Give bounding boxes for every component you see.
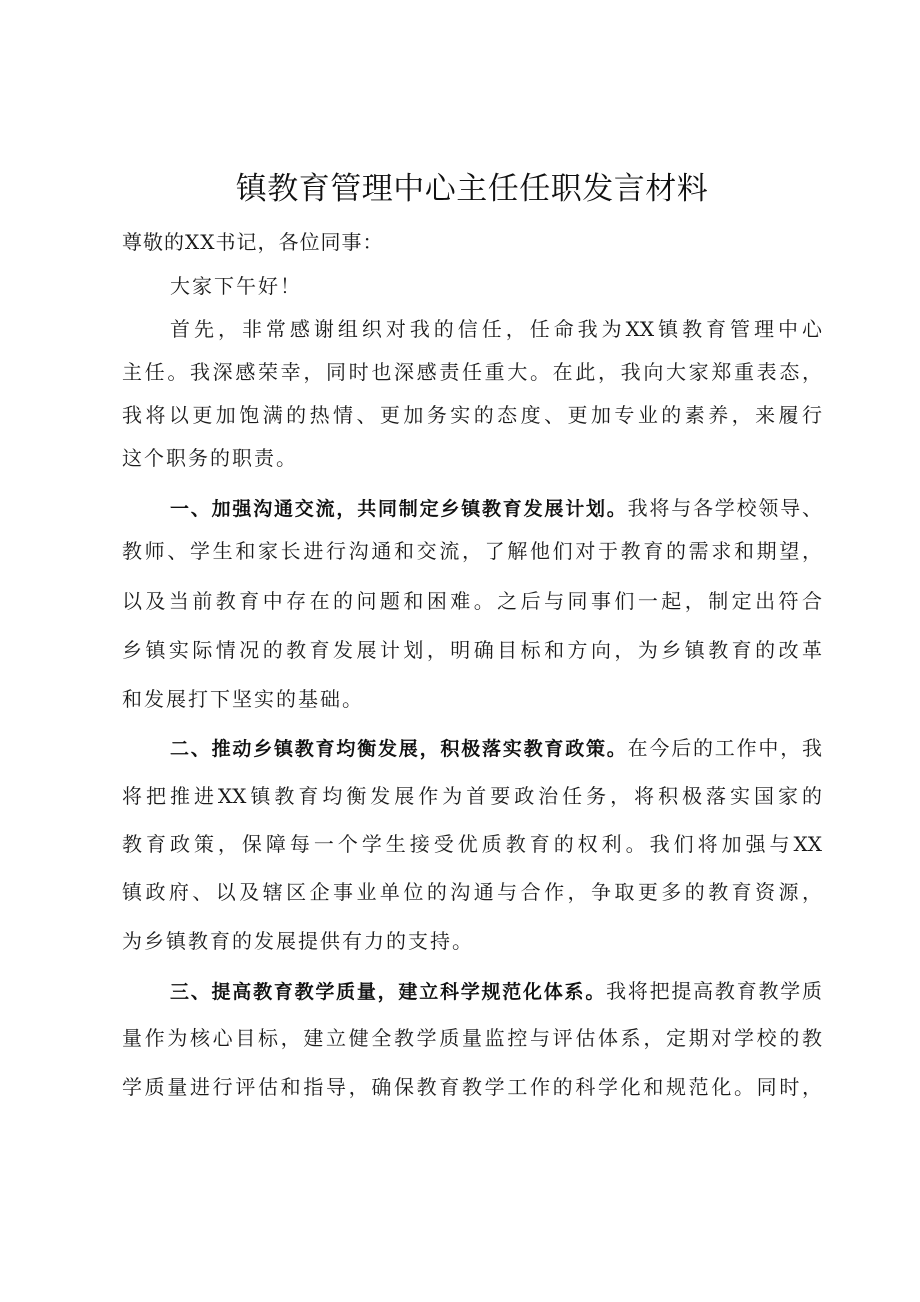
section-2-line: 将把推进XX镇教育均衡发展作为首要政治任务，将积极落实国家的: [122, 784, 822, 808]
section-2-first-line: [170, 732, 822, 765]
document-title: 镇教育管理中心主任任职发言材料: [235, 171, 709, 207]
section-1-line: 以及当前教育中存在的问题和困难。之后与同事们一起，制定出符合: [122, 589, 822, 613]
section-2-first-text: 在今后的工作中，我: [627, 736, 822, 760]
intro-line: 这个职务的职责。: [122, 446, 298, 470]
section-1-line: 乡镇实际情况的教育发展计划，明确目标和方向，为乡镇教育的改革: [122, 638, 822, 662]
section-1-first-line: [170, 492, 822, 525]
section-3-first-text: 我将把提高教育教学质: [606, 979, 822, 1003]
salutation: 尊敬的XX书记，各位同事：: [122, 230, 384, 254]
section-3-first-line: [170, 975, 822, 1008]
section-2-line: 镇政府、以及辖区企事业单位的沟通与合作，争取更多的教育资源，: [122, 880, 822, 904]
section-3-line: 量作为核心目标，建立健全教学质量监控与评估体系，定期对学校的教: [122, 1026, 822, 1050]
section-1-line: 和发展打下坚实的基础。: [122, 687, 364, 711]
section-1-first-text: 我将与各学校领导、: [627, 496, 822, 520]
section-3-heading: 三、提高教育教学质量，建立科学规范化体系。: [170, 981, 607, 1003]
intro-line: 首先，非常感谢组织对我的信任，任命我为XX镇教育管理中心: [170, 317, 822, 341]
intro-line: 主任。我深感荣幸，同时也深感责任重大。在此，我向大家郑重表态，: [122, 360, 822, 384]
intro-line: 我将以更加饱满的热情、更加务实的态度、更加专业的素养，来履行: [122, 403, 822, 427]
section-2-line: 教育政策，保障每一个学生接受优质教育的权利。我们将加强与XX: [122, 832, 822, 856]
section-2-line: 为乡镇教育的发展提供有力的支持。: [122, 929, 474, 953]
section-1-heading: 一、加强沟通交流，共同制定乡镇教育发展计划。: [170, 498, 628, 520]
section-3-line: 学质量进行评估和指导，确保教育教学工作的科学化和规范化。同时，: [122, 1075, 822, 1099]
greeting: 大家下午好！: [170, 274, 302, 298]
section-1-line: 教师、学生和家长进行沟通和交流，了解他们对于教育的需求和期望，: [122, 539, 822, 563]
section-2-heading: 二、推动乡镇教育均衡发展，积极落实教育政策。: [170, 738, 628, 760]
